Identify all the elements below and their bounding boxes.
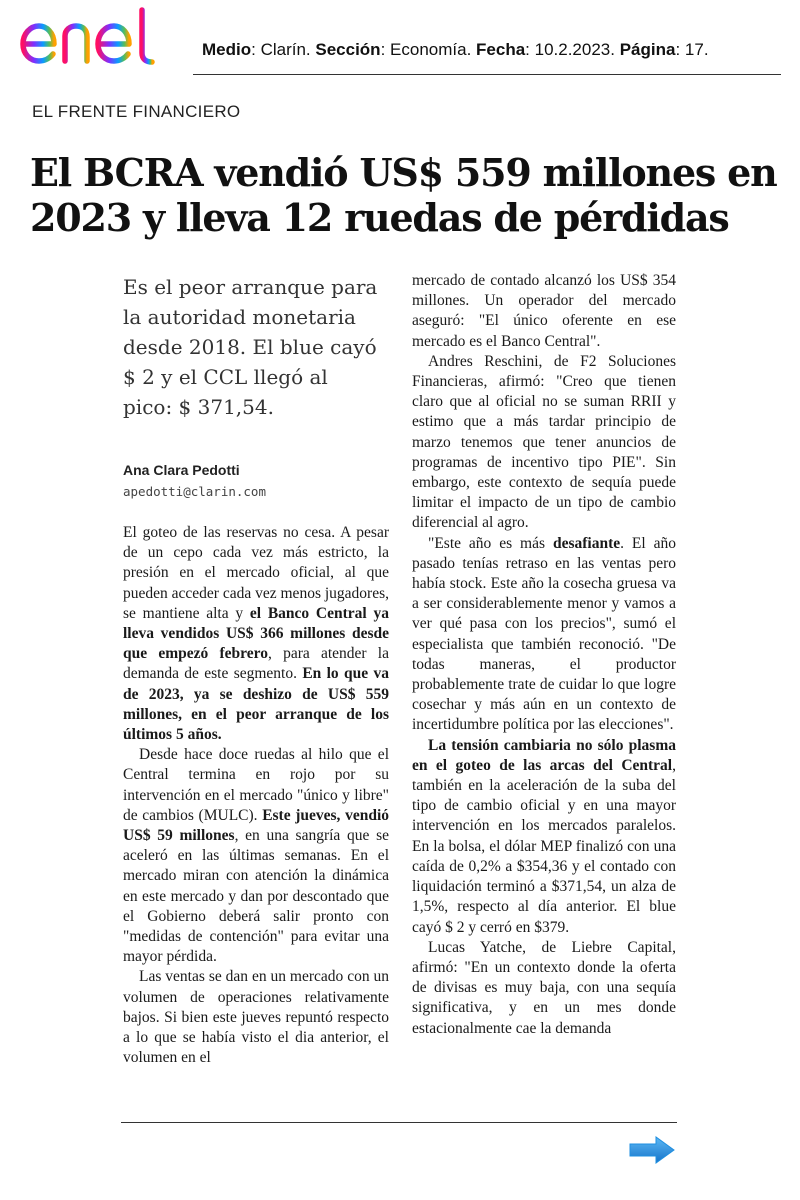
article-column-left	[123, 523, 389, 1123]
footer-divider	[121, 1122, 677, 1123]
section-label: EL FRENTE FINANCIERO	[32, 102, 241, 121]
pagina-label: Página	[619, 40, 676, 59]
paragraph-2: Desde hace doce ruedas al hilo que el Central termina en rojo por su intervención en el mercado "único y libre" de cambios (MULC). Este jueves, vendió US$ 59 millones, en una sangría que se aceleró en las últimas semanas. En el mercado miran con atención la dinámica en este mercado y dan por descontado que el Gobierno deberá salir pronto con "medidas de contención" para evitar una mayor pérdida.	[123, 746, 389, 966]
paragraph-3: Las ventas se dan en un mercado con un volumen de operaciones relativamente bajos. Si bien este jueves repuntó respecto a lo que se había visto el dia anterior, el volumen en el	[123, 968, 389, 1067]
paragraph-6: "Este año es más desafiante. El año pasado tenías retraso en las ventas pero había stock. Este año la cosecha gruesa va a ser considerablemente menor y vamos a ver qué pasa con los precios", sumó el especialista que también reconoció. "De todas maneras, el productor probablemente trate de cuidar lo que logre cosechar y más aún en un contexto de incertidumbre política por las elecciones".	[412, 534, 676, 734]
enel-logo	[18, 6, 184, 72]
paragraph-1: El goteo de las reservas no cesa. A pesar de un cepo cada vez más estricto, la presión en el mercado oficial, al que pueden acceder cada vez menos jugadores, se mantiene alta y el Banco Central ya lleva vendidos US$ 366 millones desde que empezó febrero, para atender la demanda de este segmento. En lo que va de 2023, ya se deshizo de US$ 559 millones, en el peor arranque de los últimos 5 años.	[123, 524, 389, 744]
source-line: Medio: Clarín. Sección: Economía. Fecha: 10.2.2023. Página: 17.	[202, 40, 709, 59]
author-name: Ana Clara Pedotti	[123, 462, 240, 478]
article-headline: El BCRA vendió US$ 559 millones en 2023 y lleva 12 ruedas de pérdidas	[30, 150, 777, 240]
paragraph-4: mercado de contado alcanzó los US$ 354 millones. Un operador del mercado aseguró: "El único oferente en ese mercado es el Banco Central".	[412, 272, 676, 350]
seccion-value: Economía.	[390, 40, 472, 59]
fecha-value: 10.2.2023.	[534, 40, 615, 59]
paragraph-8: Lucas Yatche, de Liebre Capital, afirmó: "En un contexto donde la oferta de divisas es muy baja, con una sequía significativa, y en un mes donde estacionalmente cae la demanda	[412, 938, 676, 1037]
fecha-label: Fecha	[476, 40, 526, 59]
pagina-value: 17.	[684, 40, 709, 59]
paragraph-5: Andres Reschini, de F2 Soluciones Financieras, afirmó: "Creo que tienen claro que al oficial no se suman RRII y estimo que a más tardar principio de marzo tenemos que tener anuncios de programas de incentivo tipo PIE". Sin embargo, este contexto de sequía puede limitar el impacto de un tipo de cambio diferencial al agro.	[412, 352, 676, 532]
arrow-right-icon[interactable]	[628, 1135, 676, 1165]
header-divider	[193, 74, 781, 75]
article-subhead: Es el peor arranque para la autoridad monetaria desde 2018. El blue cayó $ 2 y el CCL llegó al pico: $ 371,54.	[123, 275, 378, 419]
medio-value: Clarín.	[260, 40, 311, 59]
brand-name: enel	[18, 72, 21, 73]
seccion-label: Sección	[315, 40, 381, 59]
author-email: apedotti@clarin.com	[123, 484, 266, 499]
paragraph-7: La tensión cambiaria no sólo plasma en el goteo de las arcas del Central, también en la aceleración de la suba del tipo de cambio oficial y en una mayor intervención en los mercados paralelos. En la bolsa, el dólar MEP finalizó con una caída de 0,2% a $354,36 y el contado con liquidación terminó a $371,54, un alza de 1,5%, respecto al día anterior. El blue cayó $ 2 y cerró en $379.	[412, 736, 676, 936]
article-column-right	[412, 271, 676, 1123]
medio-label: Medio	[202, 40, 252, 59]
